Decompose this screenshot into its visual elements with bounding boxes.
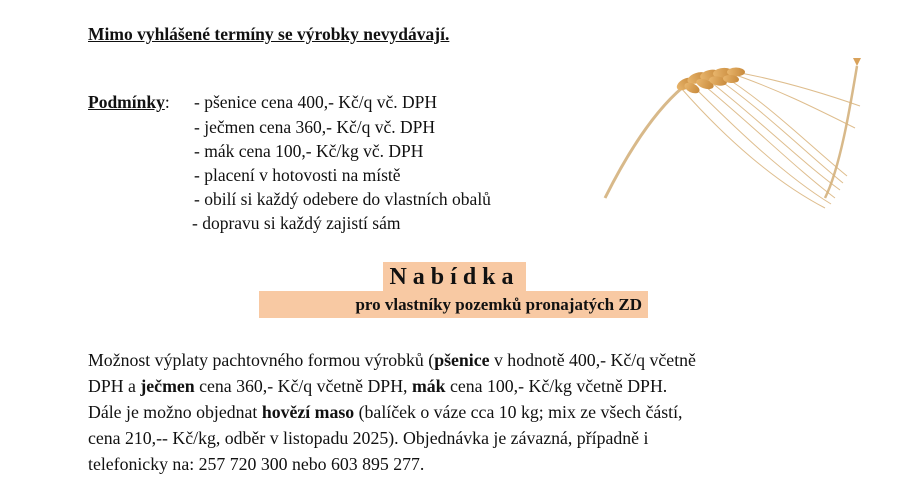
conditions-separator: : bbox=[164, 92, 170, 112]
offer-title: Nabídka bbox=[383, 262, 526, 292]
conditions-label-text: Podmínky bbox=[88, 92, 165, 112]
wheat-ear-icon bbox=[585, 48, 865, 218]
condition-item-bags: - obilí si každý odebere do vlastních obalů bbox=[194, 189, 491, 209]
condition-item-barley: - ječmen cena 360,- Kč/q vč. DPH bbox=[194, 117, 436, 137]
offer-paragraph bbox=[88, 347, 828, 477]
paragraph-line-5: telefonicky na: 257 720 300 nebo 603 895 277. bbox=[88, 454, 425, 474]
condition-item-cash: - placení v hotovosti na místě bbox=[194, 165, 401, 185]
paragraph-line-1: Možnost výplaty pachtovného formou výrobků (pšenice v hodnotě 400,- Kč/q včetně bbox=[88, 350, 696, 370]
condition-item-wheat: - pšenice cena 400,- Kč/q vč. DPH bbox=[194, 92, 437, 112]
paragraph-line-3: Dále je možno objednat hovězí maso (balíček o váze cca 10 kg; mix ze všech částí, bbox=[88, 402, 683, 422]
offer-subtitle: pro vlastníky pozemků pronajatých ZD bbox=[259, 291, 648, 318]
condition-item-poppy: - mák cena 100,- Kč/kg vč. DPH bbox=[194, 141, 424, 161]
conditions-label bbox=[88, 92, 170, 113]
paragraph-line-4: cena 210,-- Kč/kg, odběr v listopadu 2025). Objednávka je závazná, případně i bbox=[88, 428, 649, 448]
paragraph-line-2: DPH a ječmen cena 360,- Kč/q včetně DPH, mák cena 100,- Kč/kg včetně DPH. bbox=[88, 376, 668, 396]
notice-heading: Mimo vyhlášené termíny se výrobky nevydávají. bbox=[88, 24, 450, 44]
condition-item-transport: - dopravu si každý zajistí sám bbox=[192, 213, 401, 233]
